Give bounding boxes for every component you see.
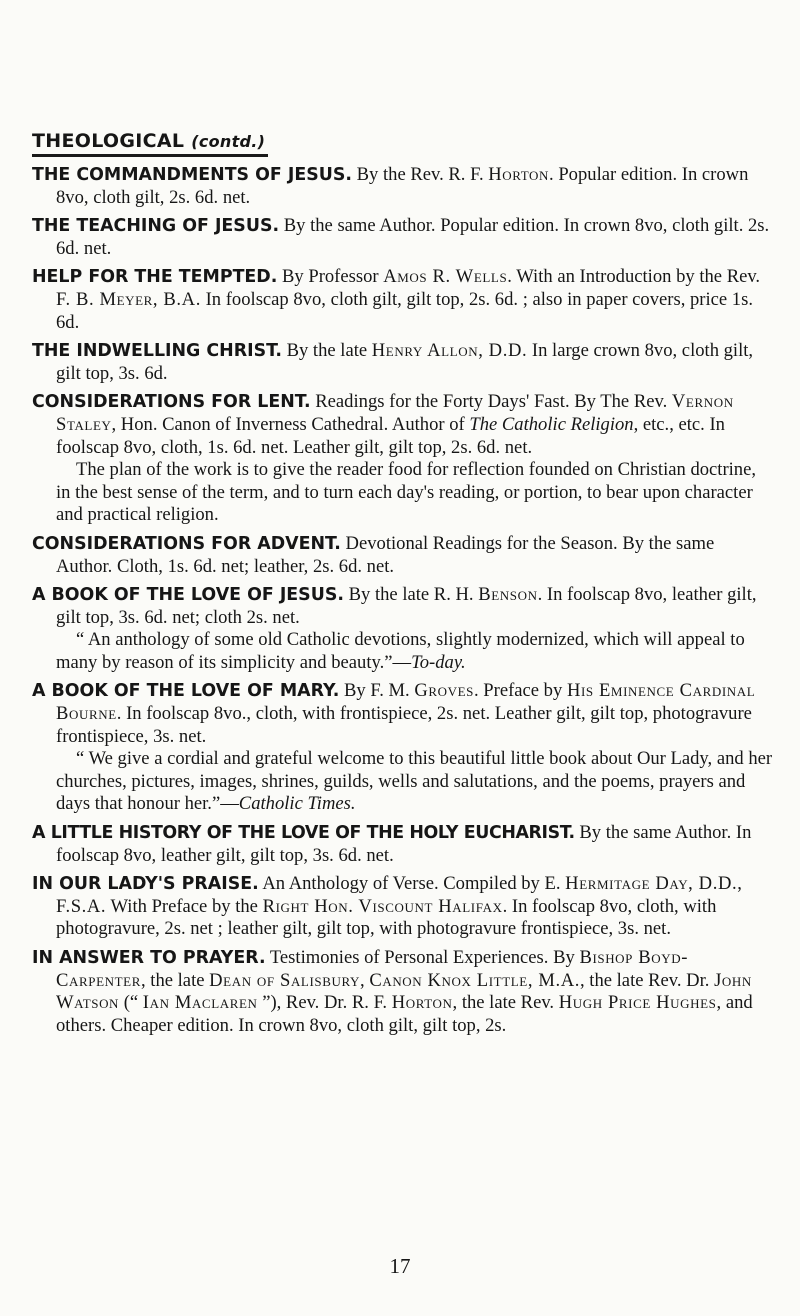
book-entry-holy-eucharist: A LITTLE HISTORY OF THE LOVE OF THE HOLY EUCHARIST. By the same Author. In foolscap 8vo, leather gilt, gilt top, 3s. 6d. net. bbox=[32, 822, 752, 866]
review-quote: “ An anthology of some old Catholic devotions, slightly modernized, which will appeal to many by reason of its simplicity and beauty.”—To-day. bbox=[56, 629, 745, 673]
author-name: Horton bbox=[488, 164, 550, 185]
book-title: CONSIDERATIONS FOR LENT. bbox=[32, 392, 311, 413]
referenced-title: The Catholic Religion bbox=[469, 413, 634, 435]
contributor-name: Right Hon. Viscount Halifax bbox=[262, 895, 503, 917]
book-title: A BOOK OF THE LOVE OF JESUS. bbox=[32, 585, 344, 606]
author-name: Groves bbox=[414, 680, 474, 702]
book-entry-teaching-of-jesus: THE TEACHING OF JESUS. By the same Author. Popular edition. In crown 8vo, cloth gilt. 2s. 6d. net. bbox=[32, 215, 770, 259]
book-title: THE TEACHING OF JESUS. bbox=[32, 216, 280, 237]
book-title: A LITTLE HISTORY OF THE LOVE OF THE HOLY EUCHARIST. bbox=[32, 823, 575, 844]
book-entry-love-of-jesus: A BOOK OF THE LOVE OF JESUS. By the late R. H. Benson. In foolscap 8vo, leather gilt, gilt top, 3s. 6d. net; cloth 2s. net. “ An anthology of some old Catholic devotions, slightly modernized, which will appeal to many by reason of its simplicity and beauty.”—To-day. bbox=[32, 584, 774, 674]
continued-note: (contd.) bbox=[191, 132, 266, 151]
book-entry-help-for-the-tempted: HELP FOR THE TEMPTED. By Professor Amos R. Wells. With an Introduction by the Rev. F. B. Meyer, B.A. In foolscap 8vo, cloth gilt, gilt top, 2s. 6d. ; also in paper covers, price 1s. 6d. bbox=[32, 266, 761, 333]
book-list bbox=[32, 164, 774, 1043]
book-title: THE INDWELLING CHRIST. bbox=[32, 341, 282, 362]
book-title: THE COMMANDMENTS OF JESUS. bbox=[32, 165, 352, 185]
book-entry-our-ladys-praise: IN OUR LADY'S PRAISE. An Anthology of Verse. Compiled by E. Hermitage Day, D.D., F.S.A. With Preface by the Right Hon. Viscount Halifax. In foolscap 8vo, cloth, with photogravure, 2s. net ; leather gilt, gilt top, with photogravure frontispiece, 3s. net. bbox=[32, 873, 743, 940]
contributor-name: His Eminence Cardinal Bourne bbox=[56, 680, 756, 725]
contributor-name: Canon Knox Little, M.A. bbox=[369, 969, 580, 991]
book-title: HELP FOR THE TEMPTED. bbox=[32, 267, 278, 288]
book-entry-commandments-of-jesus: THE COMMANDMENTS OF JESUS. By the Rev. R. F. Horton. Popular edition. In crown 8vo, cloth gilt, 2s. 6d. net. bbox=[32, 164, 749, 208]
author-name: Hermitage Day, D.D., F.S.A. bbox=[56, 873, 743, 917]
author-name: Benson bbox=[478, 584, 538, 606]
running-head bbox=[32, 130, 265, 152]
review-source: To-day. bbox=[411, 651, 466, 673]
book-entry-answer-to-prayer: IN ANSWER TO PRAYER. Testimonies of Personal Experiences. By Bishop Boyd-Carpenter, the late Dean of Salisbury, Canon Knox Little, M.A., the late Rev. Dr. John Watson (“ Ian Maclaren ”), Rev. Dr. R. F. Horton, the late Rev. Hugh Price Hughes, and others. Cheaper edition. In crown 8vo, cloth gilt, gilt top, 2s. bbox=[32, 947, 753, 1036]
book-title: CONSIDERATIONS FOR ADVENT. bbox=[32, 533, 341, 554]
review-quote: “ We give a cordial and grateful welcome to this beautiful little book about Our Lady, and her churches, pictures, images, shrines, guilds, wells and salutations, and the poems, prayers and days that honour her.”—Catholic Times. bbox=[56, 748, 773, 815]
contributor-name: F. B. Meyer, B.A. bbox=[56, 288, 201, 310]
book-entry-indwelling-christ: THE INDWELLING CHRIST. By the late Henry Allon, D.D. In large crown 8vo, cloth gilt, gilt top, 3s. 6d. bbox=[32, 340, 754, 384]
book-entry-considerations-for-advent: CONSIDERATIONS FOR ADVENT. Devotional Readings for the Season. By the same Author. Cloth, 1s. 6d. net; leather, 2s. 6d. net. bbox=[32, 532, 715, 577]
review-source: Catholic Times. bbox=[238, 793, 356, 815]
contributor-name: Ian Maclaren bbox=[142, 992, 258, 1014]
page-number: 17 bbox=[389, 1254, 411, 1278]
author-name: Henry Allon, D.D. bbox=[371, 340, 528, 362]
header-rule bbox=[32, 154, 268, 157]
contributor-name: Bishop Boyd-Carpenter bbox=[56, 947, 689, 991]
contributor-name: John Watson bbox=[56, 969, 752, 1014]
contributor-name: Dean of Salisbury bbox=[209, 969, 361, 991]
book-title: A BOOK OF THE LOVE OF MARY. bbox=[32, 681, 340, 702]
section-heading: THEOLOGICAL bbox=[32, 130, 185, 152]
author-name: Amos R. Wells bbox=[383, 266, 508, 288]
author-name: Vernon Staley bbox=[56, 391, 734, 435]
book-title: IN OUR LADY'S PRAISE. bbox=[32, 874, 259, 895]
contributor-name: Hugh Price Hughes bbox=[558, 992, 717, 1014]
contributor-name: Horton bbox=[391, 992, 453, 1014]
book-entry-considerations-for-lent: CONSIDERATIONS FOR LENT. Readings for the Forty Days' Fast. By The Rev. Vernon Staley, Hon. Canon of Inverness Cathedral. Author of The Catholic Religion, etc., etc. In foolscap 8vo, cloth, 1s. 6d. net. Leather gilt, gilt top, 2s. 6d. net. The plan of the work is to give the reader food for reflection founded on Christian doctrine, in the best sense of the term, and to turn each day's reading, or portion, to bear upon character and practical religion. bbox=[32, 391, 774, 527]
book-description: The plan of the work is to give the reader food for reflection founded on Christian doctrine, in the best sense of the term, and to turn each day's reading, or portion, to bear upon character and practical religion. bbox=[56, 459, 757, 526]
book-entry-love-of-mary: A BOOK OF THE LOVE OF MARY. By F. M. Groves. Preface by His Eminence Cardinal Bourne. In foolscap 8vo., cloth, with frontispiece, 2s. net. Leather gilt, gilt top, photogravure frontispiece, 3s. net. “ We give a cordial and grateful welcome to this beautiful little book about Our Lady, and her churches, pictures, images, shrines, guilds, wells and salutations, and the poems, prayers and days that honour her.”—Catholic Times. bbox=[32, 680, 773, 815]
book-title: IN ANSWER TO PRAYER. bbox=[32, 948, 266, 968]
